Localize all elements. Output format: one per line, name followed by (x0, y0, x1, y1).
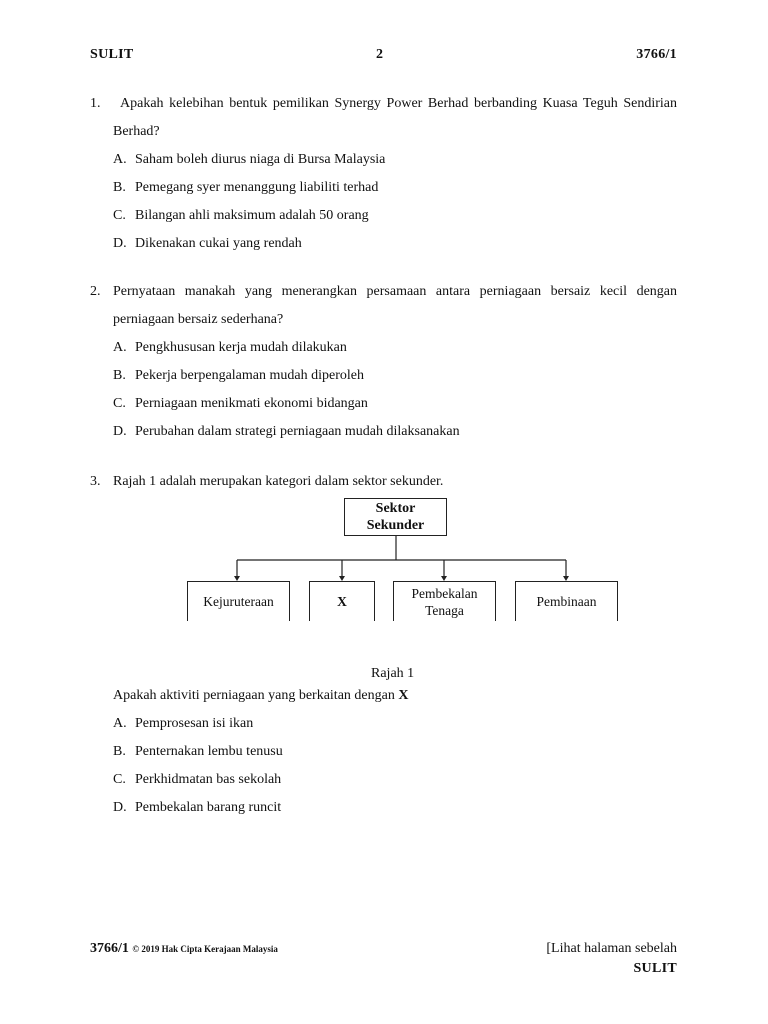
footer-code-text: 3766/1 (90, 941, 129, 956)
option-list (113, 334, 677, 446)
question-text: Apakah kelebihan bentuk pemilikan Synergy Power Berhad berbanding Kuasa Teguh Sendirian Berhad? (113, 96, 677, 139)
diagram-caption: Rajah 1 (371, 666, 415, 681)
question-prompt (113, 682, 677, 710)
question-text: Pernyataan manakah yang menerangkan persamaan antara perniagaan bersaiz kecil dengan perniagaan bersaiz sederhana? (113, 284, 677, 327)
diagram-child-box-3 (393, 581, 496, 621)
question-number: 3. (90, 474, 101, 489)
option-d[interactable] (113, 794, 677, 822)
option-b[interactable] (113, 362, 677, 390)
option-list (113, 146, 677, 258)
option-letter: B. (113, 180, 126, 195)
option-text: Pemegang syer menanggung liabiliti terhad (135, 180, 379, 195)
option-c[interactable] (113, 390, 677, 418)
page-number: 2 (376, 47, 384, 62)
child-label-line1: Pembekalan (411, 585, 478, 601)
option-a[interactable] (113, 146, 677, 174)
option-c[interactable] (113, 766, 677, 794)
child-label: Pembinaan (536, 594, 597, 609)
question-text: Rajah 1 adalah merupakan kategori dalam sektor sekunder. (113, 474, 444, 489)
option-d[interactable] (113, 418, 677, 446)
root-label-line1: Sektor (375, 501, 416, 516)
option-text: Dikenakan cukai yang rendah (135, 236, 302, 251)
option-letter: A. (113, 716, 127, 731)
diagram-child-box-x (309, 581, 375, 621)
question-2 (90, 278, 677, 446)
question-number: 2. (90, 284, 101, 299)
diagram-child-box-4 (515, 581, 618, 621)
root-label-line2: Sekunder (366, 518, 425, 533)
option-text: Perubahan dalam strategi perniagaan mudah dilaksanakan (135, 424, 460, 439)
child-label: X (337, 594, 347, 609)
header-classification: SULIT (90, 47, 134, 62)
option-text: Pekerja berpengalaman mudah diperoleh (135, 368, 364, 383)
option-c[interactable] (113, 202, 677, 230)
question-number: 1. (90, 96, 101, 111)
prompt-bold-x: X (398, 688, 409, 703)
option-text: Perkhidmatan bas sekolah (135, 772, 282, 787)
option-b[interactable] (113, 174, 677, 202)
option-text: Pembekalan barang runcit (135, 800, 282, 815)
paper-code: 3766/1 (636, 47, 677, 62)
option-list (113, 710, 677, 822)
child-label-line2: Tenaga (425, 602, 464, 618)
option-letter: C. (113, 772, 126, 787)
footer-turn-page: [Lihat halaman sebelah (546, 941, 677, 956)
footer-copyright: © 2019 Hak Cipta Kerajaan Malaysia (132, 944, 278, 954)
option-letter: B. (113, 744, 126, 759)
option-letter: D. (113, 800, 127, 815)
option-letter: A. (113, 152, 127, 167)
question-3 (90, 468, 677, 496)
option-b[interactable] (113, 738, 677, 766)
prompt-text: Apakah aktiviti perniagaan yang berkaitan dengan (113, 688, 399, 703)
option-letter: A. (113, 340, 127, 355)
option-text: Penternakan lembu tenusu (135, 744, 283, 759)
footer-paper-code (90, 941, 278, 957)
option-text: Pemprosesan isi ikan (135, 716, 254, 731)
option-letter: D. (113, 236, 127, 251)
option-text: Saham boleh diurus niaga di Bursa Malaysia (135, 152, 386, 167)
child-label: Kejuruteraan (203, 594, 274, 609)
diagram-root-box (344, 498, 447, 536)
option-a[interactable] (113, 710, 677, 738)
option-text: Pengkhususan kerja mudah dilakukan (135, 340, 347, 355)
question-1 (90, 90, 677, 258)
option-a[interactable] (113, 334, 677, 362)
option-d[interactable] (113, 230, 677, 258)
option-text: Perniagaan menikmati ekonomi bidangan (135, 396, 368, 411)
option-letter: D. (113, 424, 127, 439)
option-text: Bilangan ahli maksimum adalah 50 orang (135, 208, 369, 223)
option-letter: C. (113, 396, 126, 411)
footer-classification: SULIT (633, 961, 677, 976)
diagram-child-box-1 (187, 581, 290, 621)
option-letter: B. (113, 368, 126, 383)
option-letter: C. (113, 208, 126, 223)
question-3-prompt (90, 682, 677, 822)
